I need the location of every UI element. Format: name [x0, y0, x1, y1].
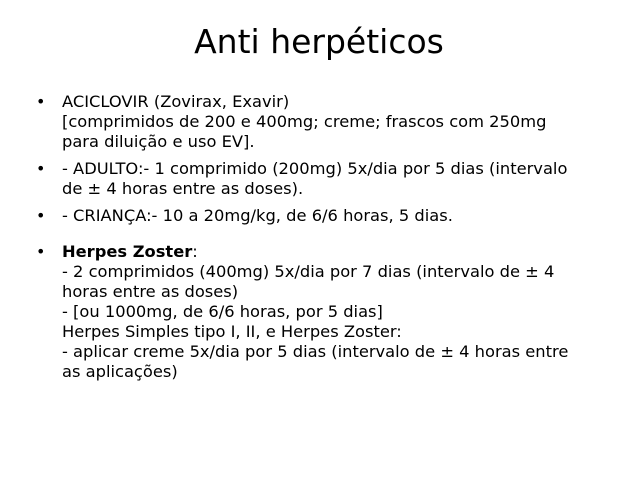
bullet-line: - 2 comprimidos (400mg) 5x/dia por 7 dias (intervalo de ± 4 — [62, 262, 555, 281]
bullet-line: horas entre as doses) — [62, 282, 239, 301]
bullet-line: as aplicações) — [62, 362, 178, 381]
bullet-line: para diluição e uso EV]. — [62, 132, 255, 151]
bullet-heading-line — [62, 242, 626, 262]
bullet-list — [36, 92, 626, 389]
bullet-line: Herpes Simples tipo I, II, e Herpes Zoster: — [62, 322, 402, 341]
bullet-line: de ± 4 horas entre as doses). — [62, 179, 304, 198]
bullet-crianca — [36, 206, 626, 226]
bullet-line: - CRIANÇA:- 10 a 20mg/kg, de 6/6 horas, 5 dias. — [62, 206, 453, 225]
bullet-line: - [ou 1000mg, de 6/6 horas, por 5 dias] — [62, 302, 383, 321]
bullet-line: ACICLOVIR (Zovirax, Exavir) — [62, 92, 290, 111]
bullet-line: - aplicar creme 5x/dia por 5 dias (intervalo de ± 4 horas entre — [62, 342, 569, 361]
slide-title: Anti herpéticos — [194, 22, 444, 61]
bullet-icon: • — [36, 242, 46, 261]
heading-colon: : — [192, 242, 198, 261]
bullet-icon: • — [36, 92, 46, 111]
bullet-line: - ADULTO:- 1 comprimido (200mg) 5x/dia por 5 dias (intervalo — [62, 159, 568, 178]
bullet-aciclovir — [36, 92, 626, 152]
bullet-icon: • — [36, 159, 46, 178]
bullet-icon: • — [36, 206, 46, 225]
bullet-line: [comprimidos de 200 e 400mg; creme; frascos com 250mg — [62, 112, 547, 131]
bullet-adulto — [36, 159, 626, 199]
bullet-herpes-zoster — [36, 242, 626, 382]
herpes-zoster-heading: Herpes Zoster — [62, 242, 193, 261]
